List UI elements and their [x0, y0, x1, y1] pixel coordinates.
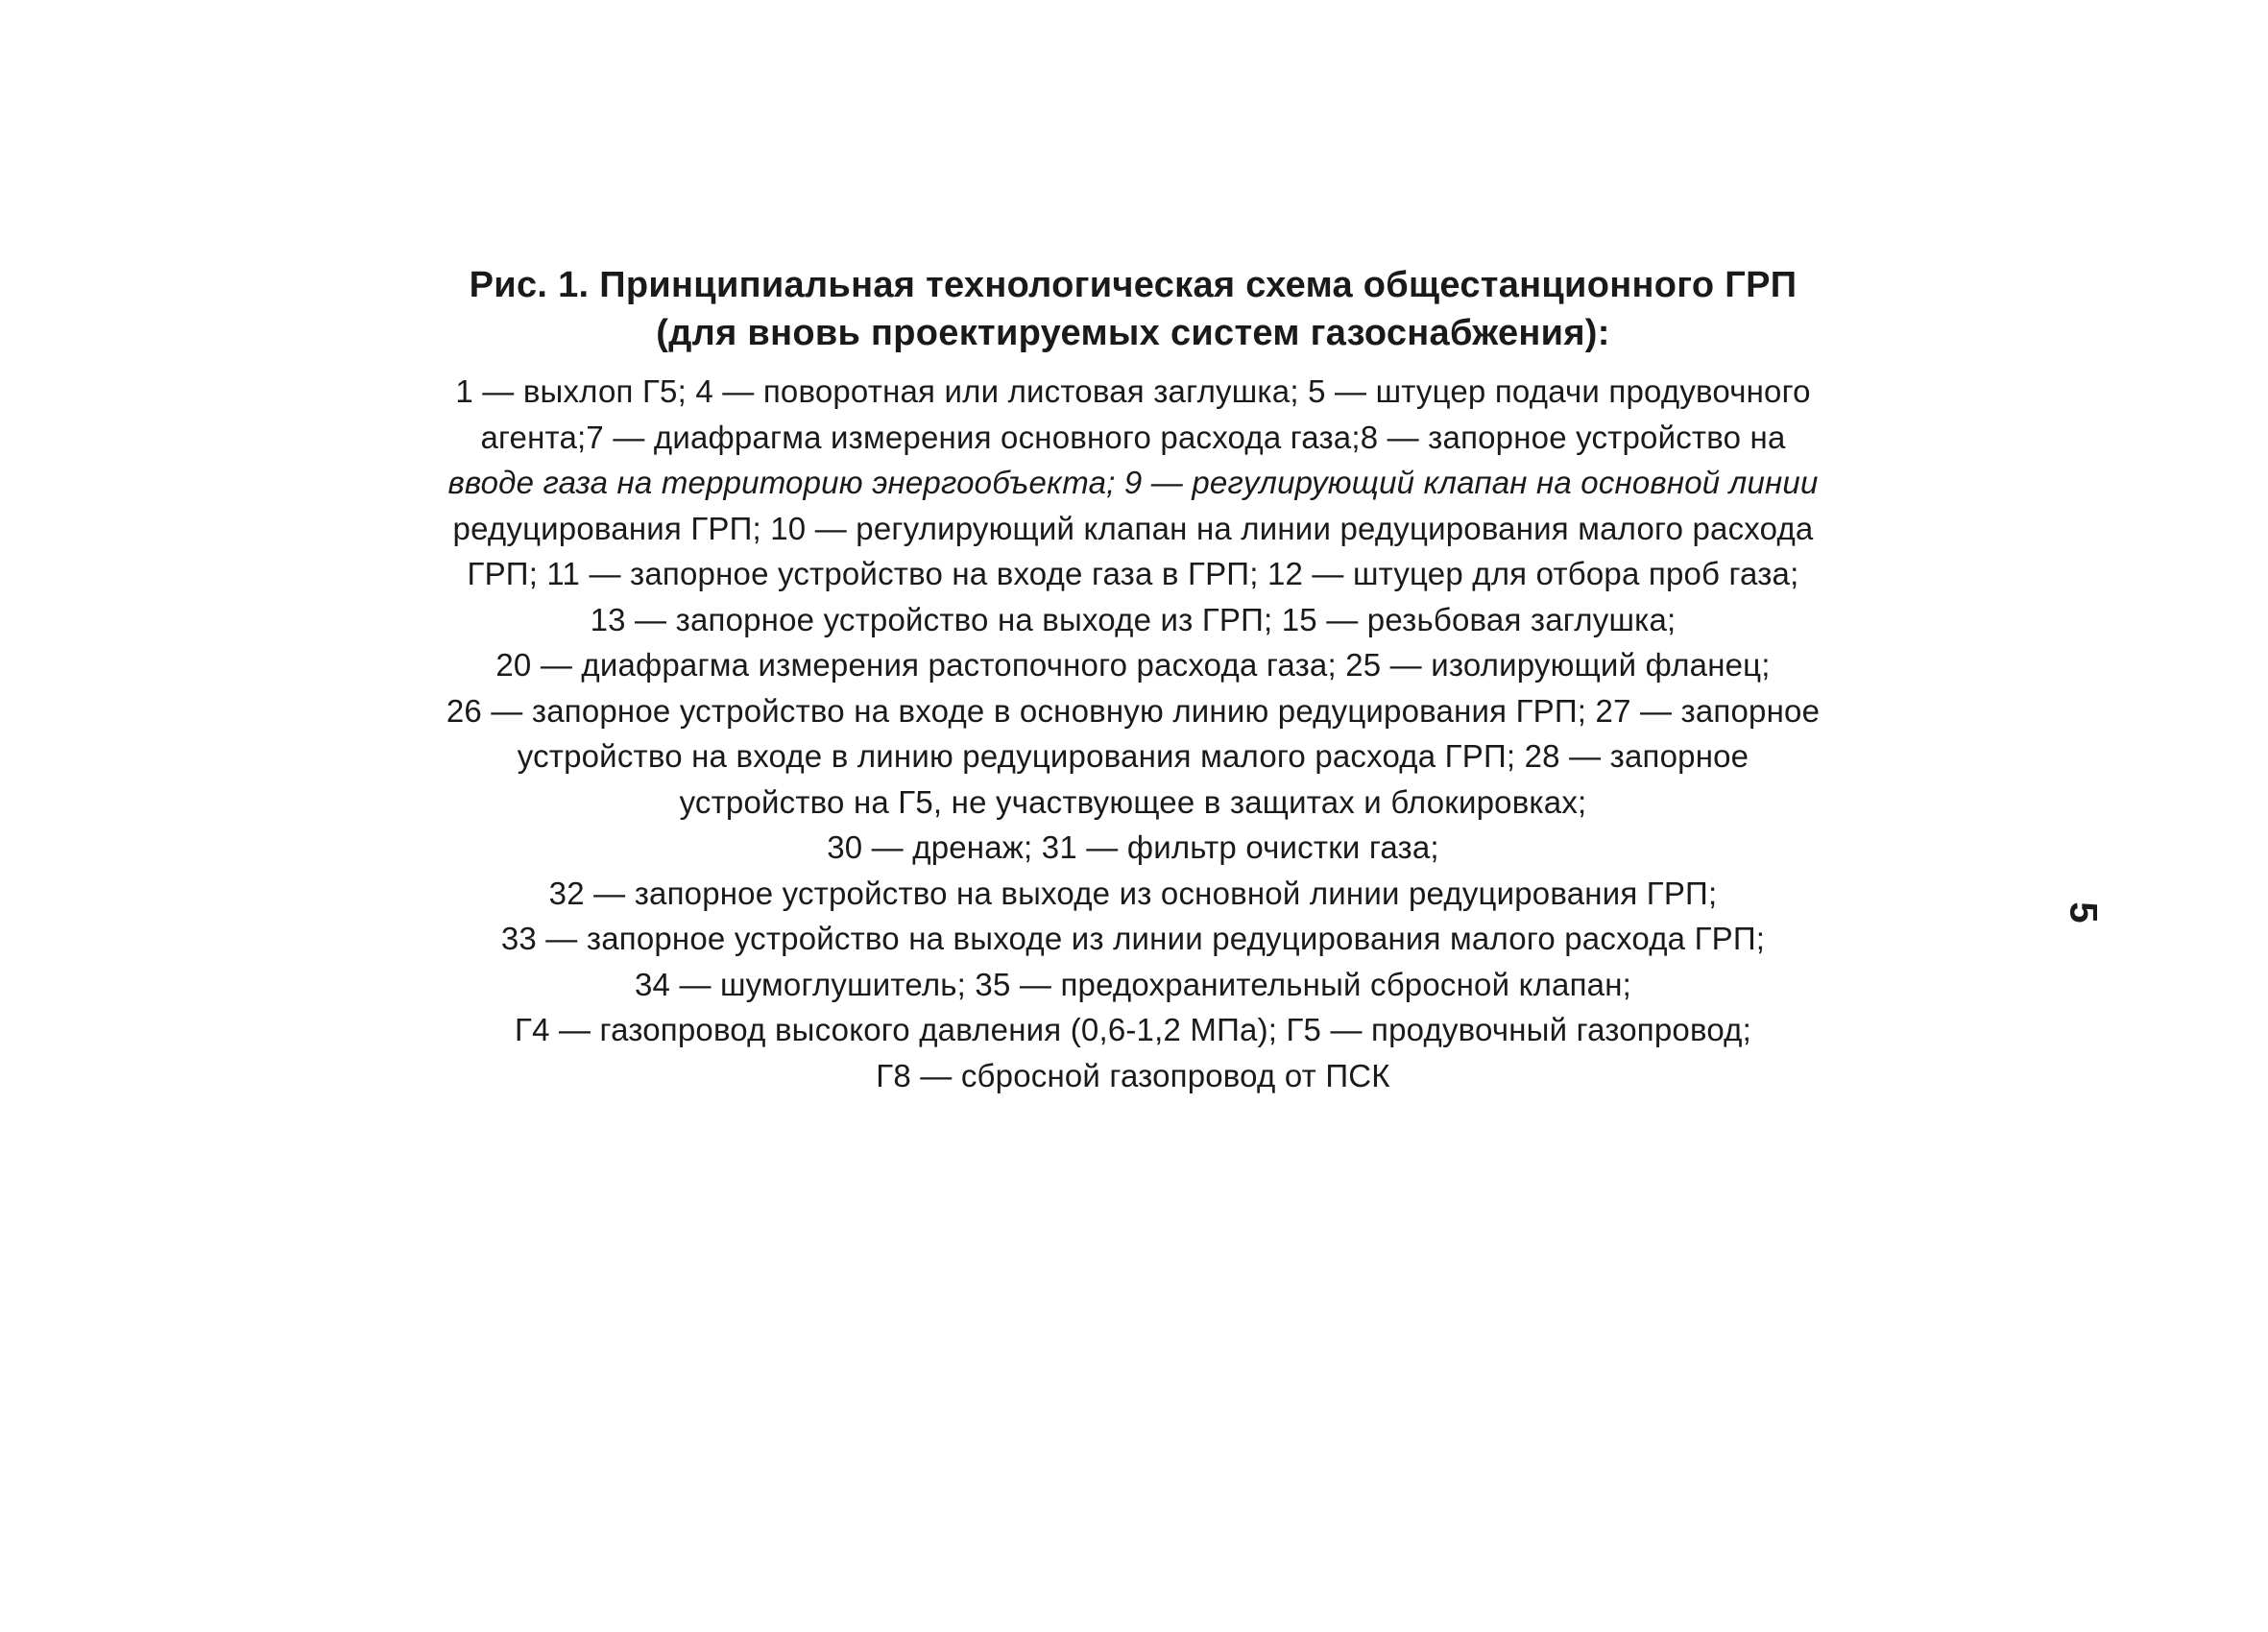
legend — [221, 369, 2045, 1098]
legend-line: 1 — выхлоп Г5; 4 — поворотная или листовая заглушка; 5 — штуцер подачи продувочного — [455, 373, 1811, 409]
legend-line: устройство на входе в линию редуцирования малого расхода ГРП; 28 — запорное — [517, 738, 1749, 774]
legend-line: агента;7 — диафрагма измерения основного расхода газа;8 — запорное устройство на — [480, 419, 1786, 455]
caption-title-line-2: (для вновь проектируемых систем газоснабжения): — [656, 313, 1610, 353]
legend-line: 20 — диафрагма измерения растопочного расхода газа; 25 — изолирующий фланец; — [495, 647, 1771, 683]
legend-line: устройство на Г5, не участвующее в защитах и блокировках; — [679, 783, 1587, 820]
legend-line: 32 — запорное устройство на выходе из основной линии редуцирования ГРП; — [548, 875, 1718, 911]
figure-caption — [221, 261, 2045, 1098]
page-number: 5 — [2062, 901, 2105, 924]
legend-line: 26 — запорное устройство на входе в основную линию редуцирования ГРП; 27 — запорное — [446, 692, 1821, 729]
legend-line: 13 — запорное устройство на выходе из ГРП; 15 — резьбовая заглушка; — [590, 601, 1677, 637]
legend-line: 34 — шумоглушитель; 35 — предохранительный сбросной клапан; — [634, 966, 1632, 1002]
legend-line: 33 — запорное устройство на выходе из линии редуцирования малого расхода ГРП; — [500, 921, 1766, 956]
legend-line: 30 — дренаж; 31 — фильтр очистки газа; — [827, 829, 1439, 865]
caption-title-line-1: Рис. 1. Принципиальная технологическая схема общестанционного ГРП — [469, 265, 1798, 305]
legend-line: Г8 — сбросной газопровод от ПСК — [876, 1057, 1390, 1093]
legend-line: Г4 — газопровод высокого давления (0,6-1,2 МПа); Г5 — продувочный газопровод; — [515, 1012, 1751, 1047]
legend-line: ГРП; 11 — запорное устройство на входе газа в ГРП; 12 — штуцер для отбора проб газа; — [467, 556, 1799, 591]
legend-line: редуцирования ГРП; 10 — регулирующий клапан на линии редуцирования малого расхода — [452, 510, 1814, 546]
legend-line: вводе газа на территорию энергообъекта; 9 — регулирующий клапан на основной линии — [447, 465, 1819, 500]
